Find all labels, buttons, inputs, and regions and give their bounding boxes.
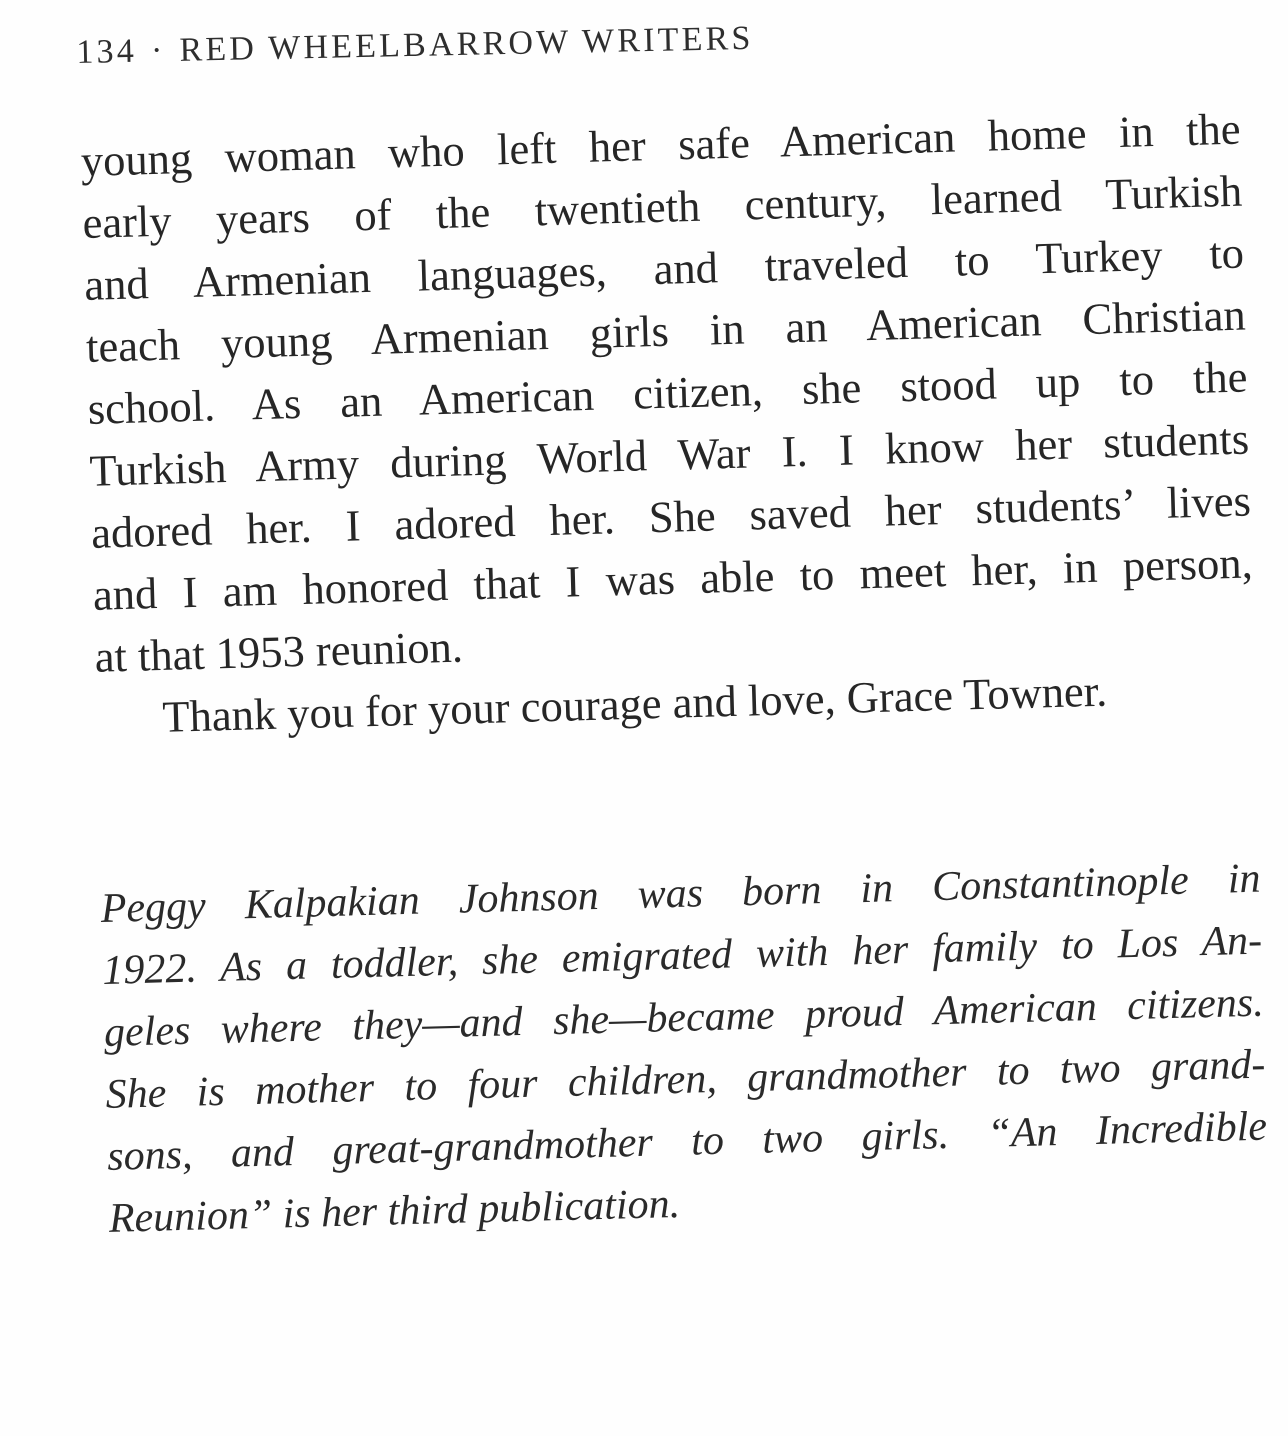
text-line: Turkish Army during World War I. I know her students [88, 413, 1250, 496]
bio-line: geles where they—and she—became proud American citizens. [103, 979, 1265, 1056]
text-line: at that 1953 reunion. [94, 621, 464, 682]
bio-line: Peggy Kalpakian Johnson was born in Constantinople in [100, 855, 1262, 932]
bio-line: sons, and great-grandmother to two girls. “An Incredible [106, 1103, 1268, 1180]
text-line: young woman who left her safe American home in the [80, 103, 1242, 186]
main-text-block [80, 98, 1257, 750]
bio-line: 1922. As a toddler, she emigrated with her family to Los An- [101, 917, 1263, 994]
bio-line: Reunion” is her third publication. [108, 1180, 681, 1242]
text-line: and Armenian languages, and traveled to Turkey to [83, 227, 1245, 310]
closing-line: Thank you for your courage and love, Grace Towner. [161, 665, 1108, 742]
text-line: and I am honored that I was able to meet her, in person, [92, 537, 1254, 620]
text-line: adored her. I adored her. She saved her students’ lives [90, 475, 1252, 558]
text-line: teach young Armenian girls in an American Christian [85, 289, 1247, 372]
book-title: RED WHEELBARROW WRITERS [179, 19, 754, 69]
running-head-separator: · [150, 32, 166, 70]
bio-line: She is mother to four children, grandmother to two grand- [105, 1041, 1266, 1118]
page-number: 134 [76, 32, 138, 71]
running-head [76, 17, 877, 94]
text-line: early years of the twentieth century, learned Turkish [81, 165, 1243, 248]
text-line: school. As an American citizen, she stood up to the [87, 351, 1249, 434]
author-bio [100, 848, 1269, 1250]
